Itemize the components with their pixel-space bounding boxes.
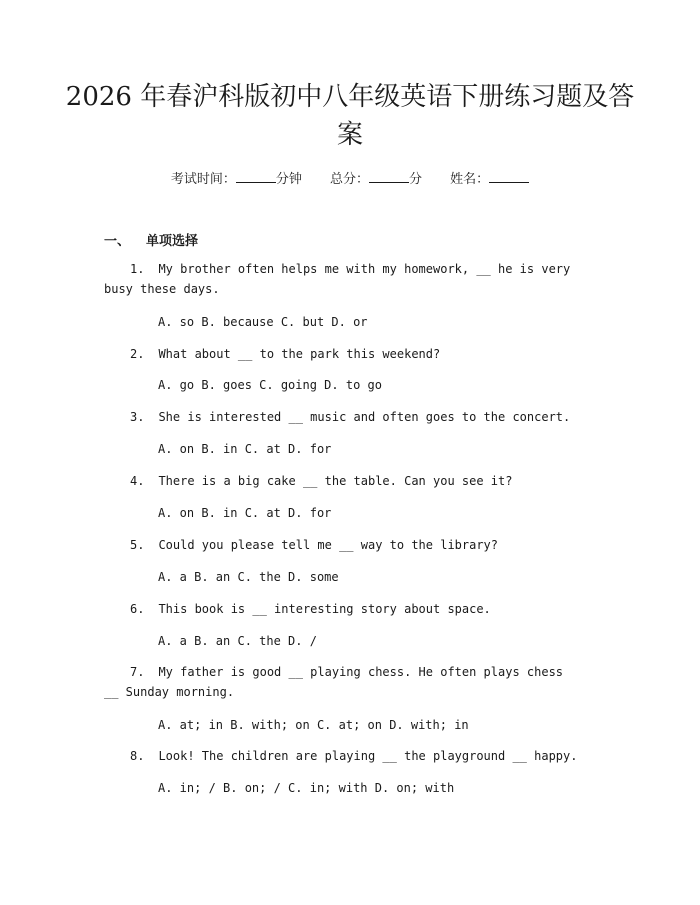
score-label: 总分：	[329, 172, 369, 187]
exam-meta	[0, 168, 700, 187]
name-label: 姓名：	[450, 172, 490, 187]
question-number: 7.	[130, 665, 145, 679]
question-number: 5.	[130, 538, 145, 552]
options-4: A. on B. in C. at D. for	[158, 506, 332, 520]
question-3	[104, 407, 584, 427]
question-8	[104, 746, 584, 766]
question-text: She is interested __ music and often goes to the concert.	[158, 410, 571, 424]
question-4	[104, 471, 584, 491]
options-1: A. so B. because C. but D. or	[158, 315, 368, 329]
page-title: 2026 年春沪科版初中八年级英语下册练习题及答案	[65, 82, 635, 150]
time-unit: 分钟	[275, 172, 302, 187]
exam-name	[450, 168, 529, 187]
question-text: My brother often helps me with my homework, __ he is very busy these days.	[104, 262, 571, 296]
question-number: 6.	[130, 602, 145, 616]
question-text: This book is __ interesting story about space.	[158, 602, 491, 616]
section-number: 一、	[104, 234, 131, 249]
question-text: Could you please tell me __ way to the library?	[158, 538, 499, 552]
time-label: 考试时间：	[170, 172, 236, 187]
question-number: 1.	[130, 262, 145, 276]
time-blank	[236, 170, 276, 183]
score-unit: 分	[409, 172, 423, 187]
question-7	[104, 662, 584, 702]
question-2	[104, 344, 584, 364]
question-text: Look! The children are playing __ the playground __ happy.	[158, 749, 578, 763]
question-text: What about __ to the park this weekend?	[158, 347, 441, 361]
question-1	[104, 259, 584, 299]
options-8: A. in; / B. on; / C. in; with D. on; with	[158, 781, 455, 795]
options-5: A. a B. an C. the D. some	[158, 570, 339, 584]
options-2: A. go B. goes C. going D. to go	[158, 378, 382, 392]
section-heading	[104, 230, 198, 249]
section-title: 单项选择	[146, 234, 199, 249]
question-text: My father is good __ playing chess. He often plays chess __ Sunday morning.	[104, 665, 564, 699]
name-blank	[489, 170, 529, 183]
options-6: A. a B. an C. the D. /	[158, 634, 317, 648]
exam-time	[171, 168, 302, 187]
question-number: 2.	[130, 347, 145, 361]
question-number: 8.	[130, 749, 145, 763]
question-number: 4.	[130, 474, 145, 488]
options-3: A. on B. in C. at D. for	[158, 442, 332, 456]
options-7: A. at; in B. with; on C. at; on D. with; in	[158, 718, 469, 732]
question-text: There is a big cake __ the table. Can you see it?	[158, 474, 513, 488]
question-6	[104, 599, 584, 619]
score-blank	[369, 170, 409, 183]
exam-score	[330, 168, 422, 187]
question-5	[104, 535, 584, 555]
question-number: 3.	[130, 410, 145, 424]
